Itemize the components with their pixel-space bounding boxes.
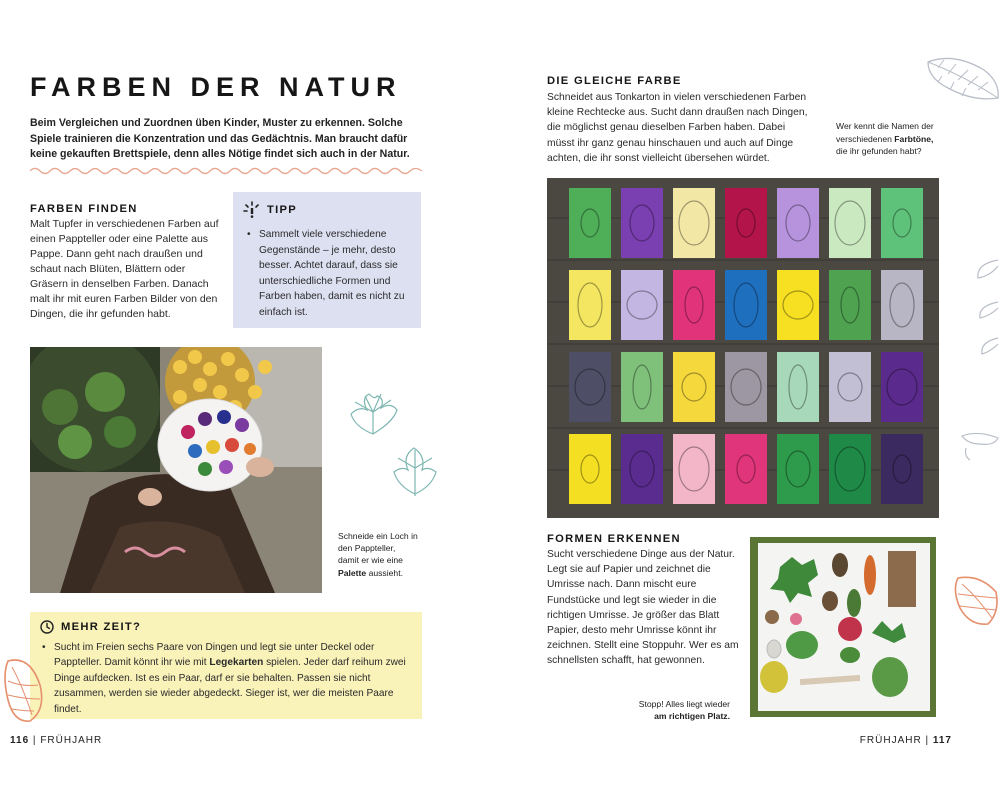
nature-item (838, 373, 862, 401)
photo-illustration (30, 347, 322, 593)
tipp-list (243, 227, 411, 321)
tipp-heading: TIPP (267, 204, 298, 216)
nature-item (789, 365, 807, 409)
right-page (500, 0, 1000, 800)
page-title: FARBEN DER NATUR (30, 72, 402, 102)
maple-seed-icon (958, 428, 1000, 462)
nature-item (737, 209, 755, 237)
feather-icon (924, 52, 1000, 106)
lightbulb-icon (243, 201, 261, 219)
list-item: • Sucht im Freien sechs Paare von Dingen und legt sie unter Deckel oder Pappteller. Damit könnt ihr wie mit Legekarten spielen. Jeder darf reihum zwei Dinge aufdecken. Ist es ein Paar, darf er sie behalten. Passen sie nicht zusammen, werden sie wieder abgedeckt. Sieger ist, wer die meisten Paare findet. (40, 640, 412, 717)
section-heading: DIE GLEICHE FARBE (547, 75, 682, 87)
nature-item (737, 455, 755, 483)
nature-item (682, 373, 706, 401)
nature-item (893, 455, 911, 483)
shapes-illustration (750, 537, 936, 717)
footer-left: 116 | FRÜHJAHR (10, 735, 103, 746)
section-text: Schneidet aus Tonkarton in vielen verschiedenen Farben kleine Rechtecke aus. Sucht dann draußen nach Dingen, die möglichst genau dieselben Farben haben. Dabei müsst ihr ganz genau hinschauen und auch auf Dinge achten, die ihr sonst vielleicht übersehen würdet. (547, 92, 808, 164)
nature-item (890, 283, 914, 327)
nature-item (679, 447, 709, 491)
nature-item (887, 369, 917, 405)
footer-section: FRÜHJAHR (40, 735, 103, 746)
nature-item (581, 209, 599, 237)
pine-cone-icon (952, 572, 1000, 628)
nature-item (835, 447, 865, 491)
mehr-zeit-box (30, 612, 422, 719)
photo-caption: Schneide ein Loch in den Pappteller, damit er wie eine Palette aussieht. (338, 531, 418, 578)
list-item: • Sammelt viele verschiedene Gegenstände – je mehr, desto besser. Achtet darauf, dass sie unterschiedliche Formen und Farben haben, damit es nicht zu einfach ist. (247, 227, 411, 321)
photo-color-cards (547, 178, 939, 518)
section-text: Sucht verschiedene Dinge aus der Natur. Legt sie auf Papier und zeichnet die Umrisse nach. Dann mischt eure Fundstücke und legt sie wieder in die richtigen Umrisse. Je größer das Blatt Papier, desto mehr Umrisse könnt ihr zeichnen. Stellt eine Stoppuhr. Wer es am schnellsten schafft, hat gewonnen. (547, 549, 739, 667)
nature-item (630, 205, 654, 241)
footer-section: FRÜHJAHR (859, 735, 922, 746)
nature-item (786, 205, 810, 241)
shapes-caption: Stopp! Alles liegt wieder am richtigen Platz. (638, 699, 730, 722)
page-number: 117 (932, 735, 952, 746)
nature-item (835, 201, 865, 245)
nature-item (679, 201, 709, 245)
nature-item (731, 369, 761, 405)
clock-icon (40, 620, 54, 634)
footer-right: FRÜHJAHR | 117 (859, 735, 952, 746)
pine-cone-icon (0, 655, 46, 725)
section-gleiche-farbe (547, 75, 815, 166)
section-text: Malt Tupfer in verschiedenen Farben auf einen Pappteller oder eine Palette aus Pappe. Dann geht nach draußen und schaut nach Blüten, Blättern oder Gräsern in denselben Farben. Danach malt ihr mit euren Farben Bilder von den Dingen, die ihr gefunden habt. (30, 218, 219, 320)
leaf-icon (345, 392, 401, 438)
nature-item (841, 287, 859, 323)
nature-item (627, 291, 657, 319)
nature-item (685, 287, 703, 323)
section-formen-erkennen (547, 533, 747, 669)
nature-item (578, 283, 602, 327)
side-note: Wer kennt die Namen der verschiedenen Farbtöne, die ihr gefunden habt? (836, 121, 934, 157)
section-heading: FARBEN FINDEN (30, 203, 138, 215)
mehr-zeit-list (40, 640, 412, 717)
nature-item (575, 369, 605, 405)
photo-child-palette (30, 347, 322, 593)
nature-item (734, 283, 758, 327)
nature-item (630, 451, 654, 487)
leaf-icon (390, 444, 440, 498)
nature-item (783, 291, 813, 319)
intro-text: Beim Vergleichen und Zuordnen üben Kinder, Muster zu erkennen. Solche Spiele trainieren die Konzentration und das Gedächtnis. Man braucht dafür keine gekauften Brettspiele, denn alles Nötige findet sich auch in der Natur. (30, 117, 410, 160)
nature-item (633, 365, 651, 409)
color-cards-illustration (547, 178, 939, 518)
section-farben-finden (30, 203, 220, 322)
photo-shapes-on-paper (750, 537, 936, 717)
nature-item (581, 455, 599, 483)
tipp-box (233, 192, 421, 328)
section-heading: FORMEN ERKENNEN (547, 533, 681, 545)
nature-item (786, 451, 810, 487)
nature-item (893, 209, 911, 237)
maple-seed-icon (972, 250, 1000, 370)
mehr-zeit-heading: MEHR ZEIT? (61, 621, 142, 633)
page-number: 116 (10, 735, 30, 746)
wavy-divider (30, 166, 422, 176)
